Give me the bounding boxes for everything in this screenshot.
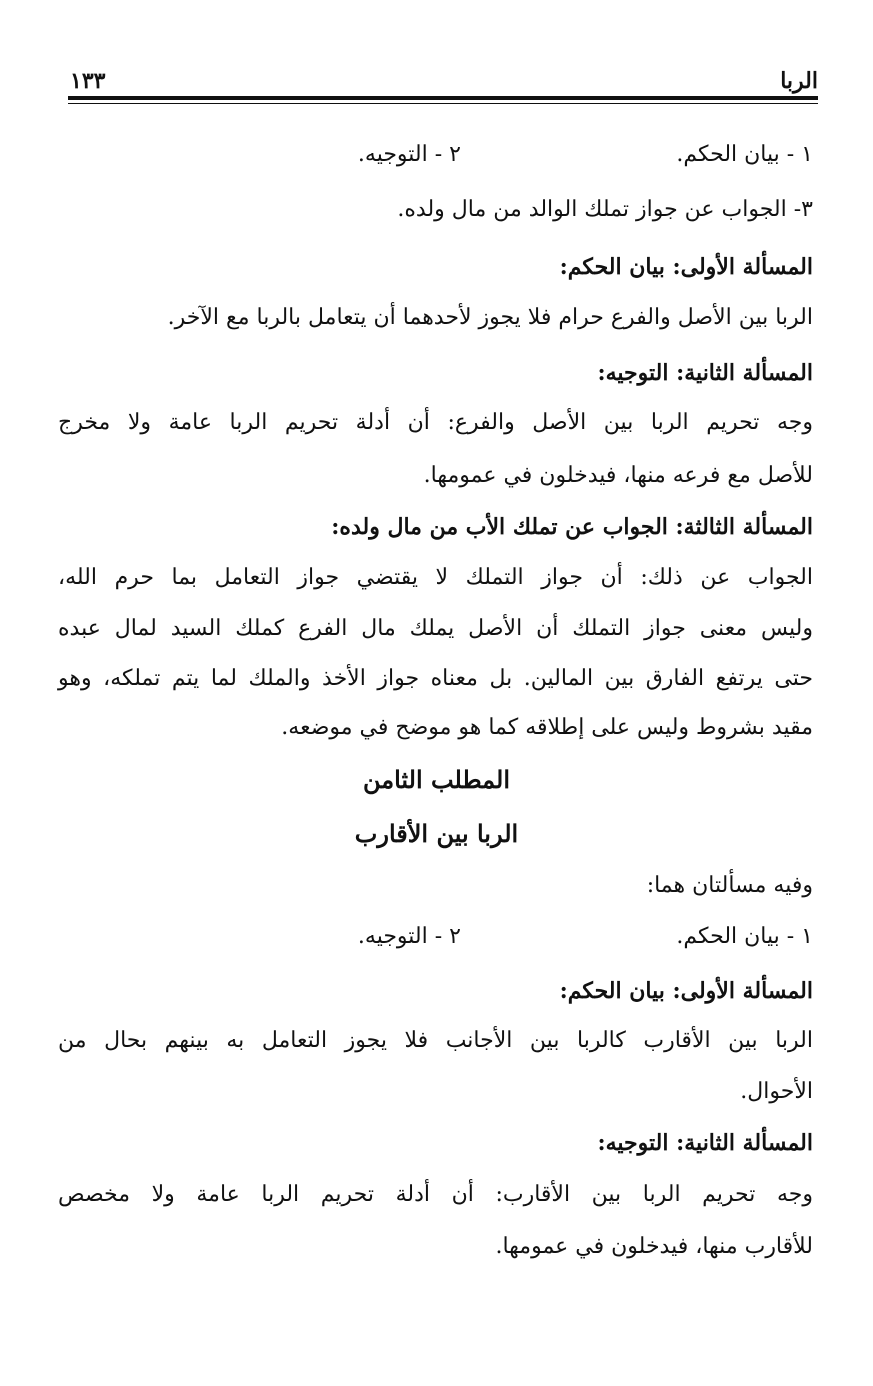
section-heading: المسألة الثانية: التوجيه: <box>597 1130 813 1156</box>
list-item: ٢ - التوجيه. <box>357 924 461 949</box>
paragraph-line: وجه تحريم الربا بين الأصل والفرع: أن أدلة تحريم الربا عامة ولا مخرج <box>58 410 813 435</box>
list-item: ١ - بيان الحكم. <box>676 142 813 167</box>
paragraph-line: للأصل مع فرعه منها، فيدخلون في عمومها. <box>423 463 813 488</box>
paragraph-line: للأقارب منها، فيدخلون في عمومها. <box>495 1234 813 1259</box>
section-heading: المسألة الأولى: بيان الحكم: <box>559 254 813 280</box>
running-title: الربا <box>780 68 818 94</box>
paragraph-line: الربا بين الأقارب كالربا بين الأجانب فلا يجوز التعامل به بينهم بحال من <box>58 1028 813 1053</box>
header-rule-thick <box>68 96 818 100</box>
chapter-subtitle: الربا بين الأقارب <box>354 819 519 848</box>
paragraph-line: الأحوال. <box>740 1079 813 1104</box>
chapter-title: المطلب الثامن <box>362 765 511 794</box>
page-number: ١٣٣ <box>70 68 106 94</box>
section-heading: المسألة الثانية: التوجيه: <box>597 360 813 386</box>
header-rule-thin <box>68 103 818 104</box>
page-header <box>68 66 818 100</box>
paragraph-line: الجواب عن ذلك: أن جواز التملك لا يقتضي جواز التعامل بما حرم الله، <box>58 565 813 590</box>
paragraph-line: الربا بين الأصل والفرع حرام فلا يجوز لأحدهما أن يتعامل بالربا مع الآخر. <box>167 305 813 330</box>
paragraph-line: وفيه مسألتان هما: <box>646 873 813 898</box>
list-item: ٢ - التوجيه. <box>357 142 461 167</box>
paragraph-line: وجه تحريم الربا بين الأقارب: أن أدلة تحريم الربا عامة ولا مخصص <box>58 1182 813 1207</box>
section-heading: المسألة الثالثة: الجواب عن تملك الأب من مال ولده: <box>331 514 813 540</box>
paragraph-line: حتى يرتفع الفارق بين المالين. بل معناه جواز الأخذ والملك لما يتم تملكه، وهو <box>58 666 813 691</box>
paragraph-line: مقيد بشروط وليس على إطلاقه كما هو موضح في موضعه. <box>281 715 813 740</box>
list-item: ٣- الجواب عن جواز تملك الوالد من مال ولده. <box>397 197 813 222</box>
section-heading: المسألة الأولى: بيان الحكم: <box>559 978 813 1004</box>
list-item: ١ - بيان الحكم. <box>676 924 813 949</box>
paragraph-line: وليس معنى جواز التملك أن الأصل يملك مال الفرع كملك السيد لمال عبده <box>58 616 813 641</box>
